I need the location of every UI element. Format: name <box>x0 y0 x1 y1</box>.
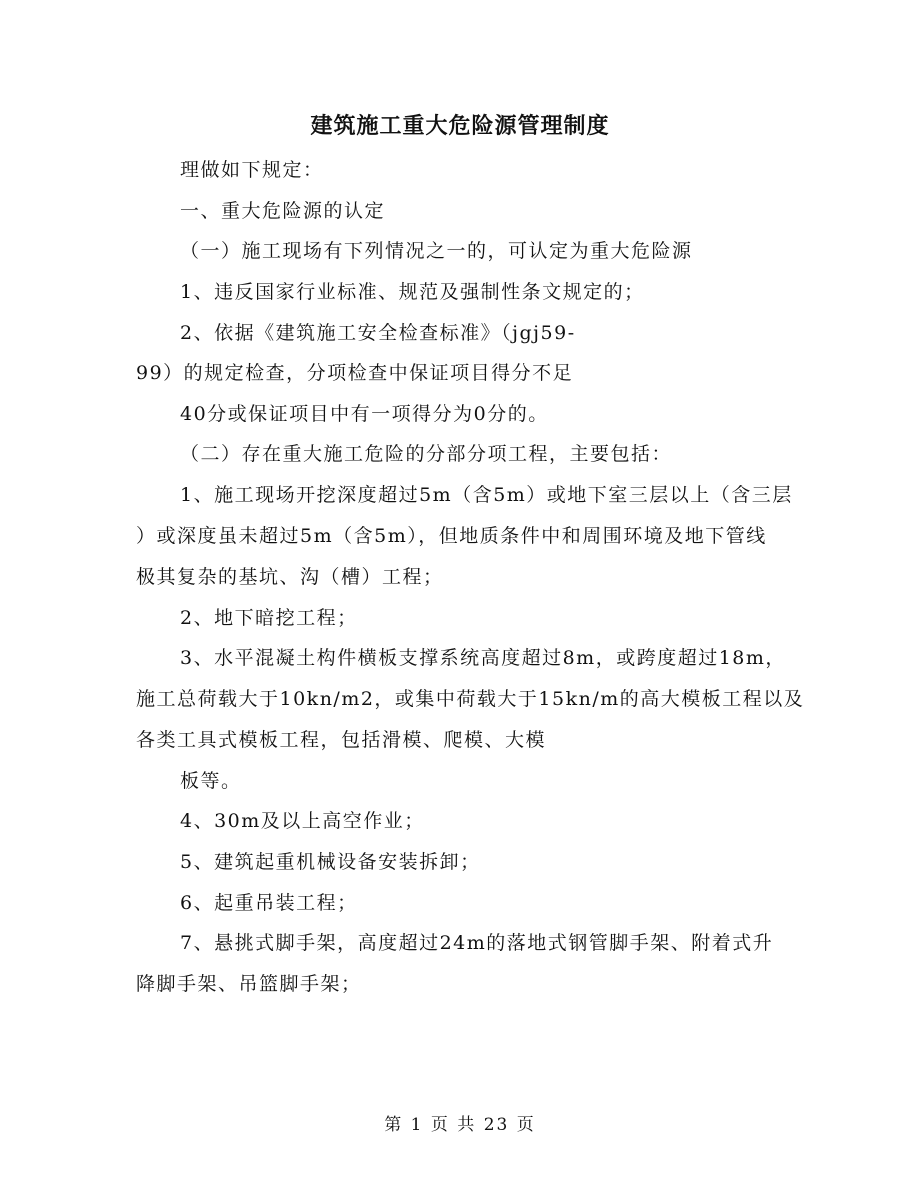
subsection-heading: （一）施工现场有下列情况之一的，可认定为重大危险源 <box>180 240 693 262</box>
paragraph-line: 降脚手架、吊篮脚手架； <box>136 973 362 995</box>
list-item: 4、30m及以上高空作业； <box>180 810 425 832</box>
paragraph-line: 极其复杂的基坑、沟（槽）工程； <box>136 566 444 588</box>
paragraph-line: 99）的规定检查，分项检查中保证项目得分不足 <box>136 362 574 384</box>
section-heading: 一、重大危险源的认定 <box>180 200 386 222</box>
list-item: 2、依据《建筑施工安全检查标准》（jgj59- <box>180 322 576 344</box>
paragraph-line: 40分或保证项目中有一项得分为0分的。 <box>180 403 549 425</box>
list-item: 3、水平混凝土构件横板支撑系统高度超过8m，或跨度超过18m， <box>180 647 786 669</box>
paragraph-line: 板等。 <box>180 770 242 792</box>
paragraph-line: 施工总荷载大于10kn/m2，或集中荷载大于15kn/m的高大模板工程以及 <box>136 688 805 710</box>
list-item: 2、地下暗挖工程； <box>180 607 358 629</box>
list-item: 1、违反国家行业标准、规范及强制性条文规定的； <box>180 281 645 303</box>
page-number-footer: 第 1 页 共 23 页 <box>384 1115 536 1135</box>
paragraph-line: ）或深度虽未超过5m（含5m），但地质条件中和周围环境及地下管线 <box>136 525 767 547</box>
list-item: 5、建筑起重机械设备安装拆卸； <box>180 851 481 873</box>
list-item: 7、悬挑式脚手架，高度超过24m的落地式钢管脚手架、附着式升 <box>180 932 774 954</box>
subsection-heading: （二）存在重大施工危险的分部分项工程，主要包括： <box>180 443 673 465</box>
document-title: 建筑施工重大危险源管理制度 <box>310 113 610 139</box>
paragraph-line: 理做如下规定： <box>180 159 324 181</box>
paragraph-line: 各类工具式模板工程，包括滑模、爬模、大模 <box>136 729 547 751</box>
list-item: 6、起重吊装工程； <box>180 892 358 914</box>
list-item: 1、施工现场开挖深度超过5m（含5m）或地下室三层以上（含三层 <box>180 484 793 506</box>
